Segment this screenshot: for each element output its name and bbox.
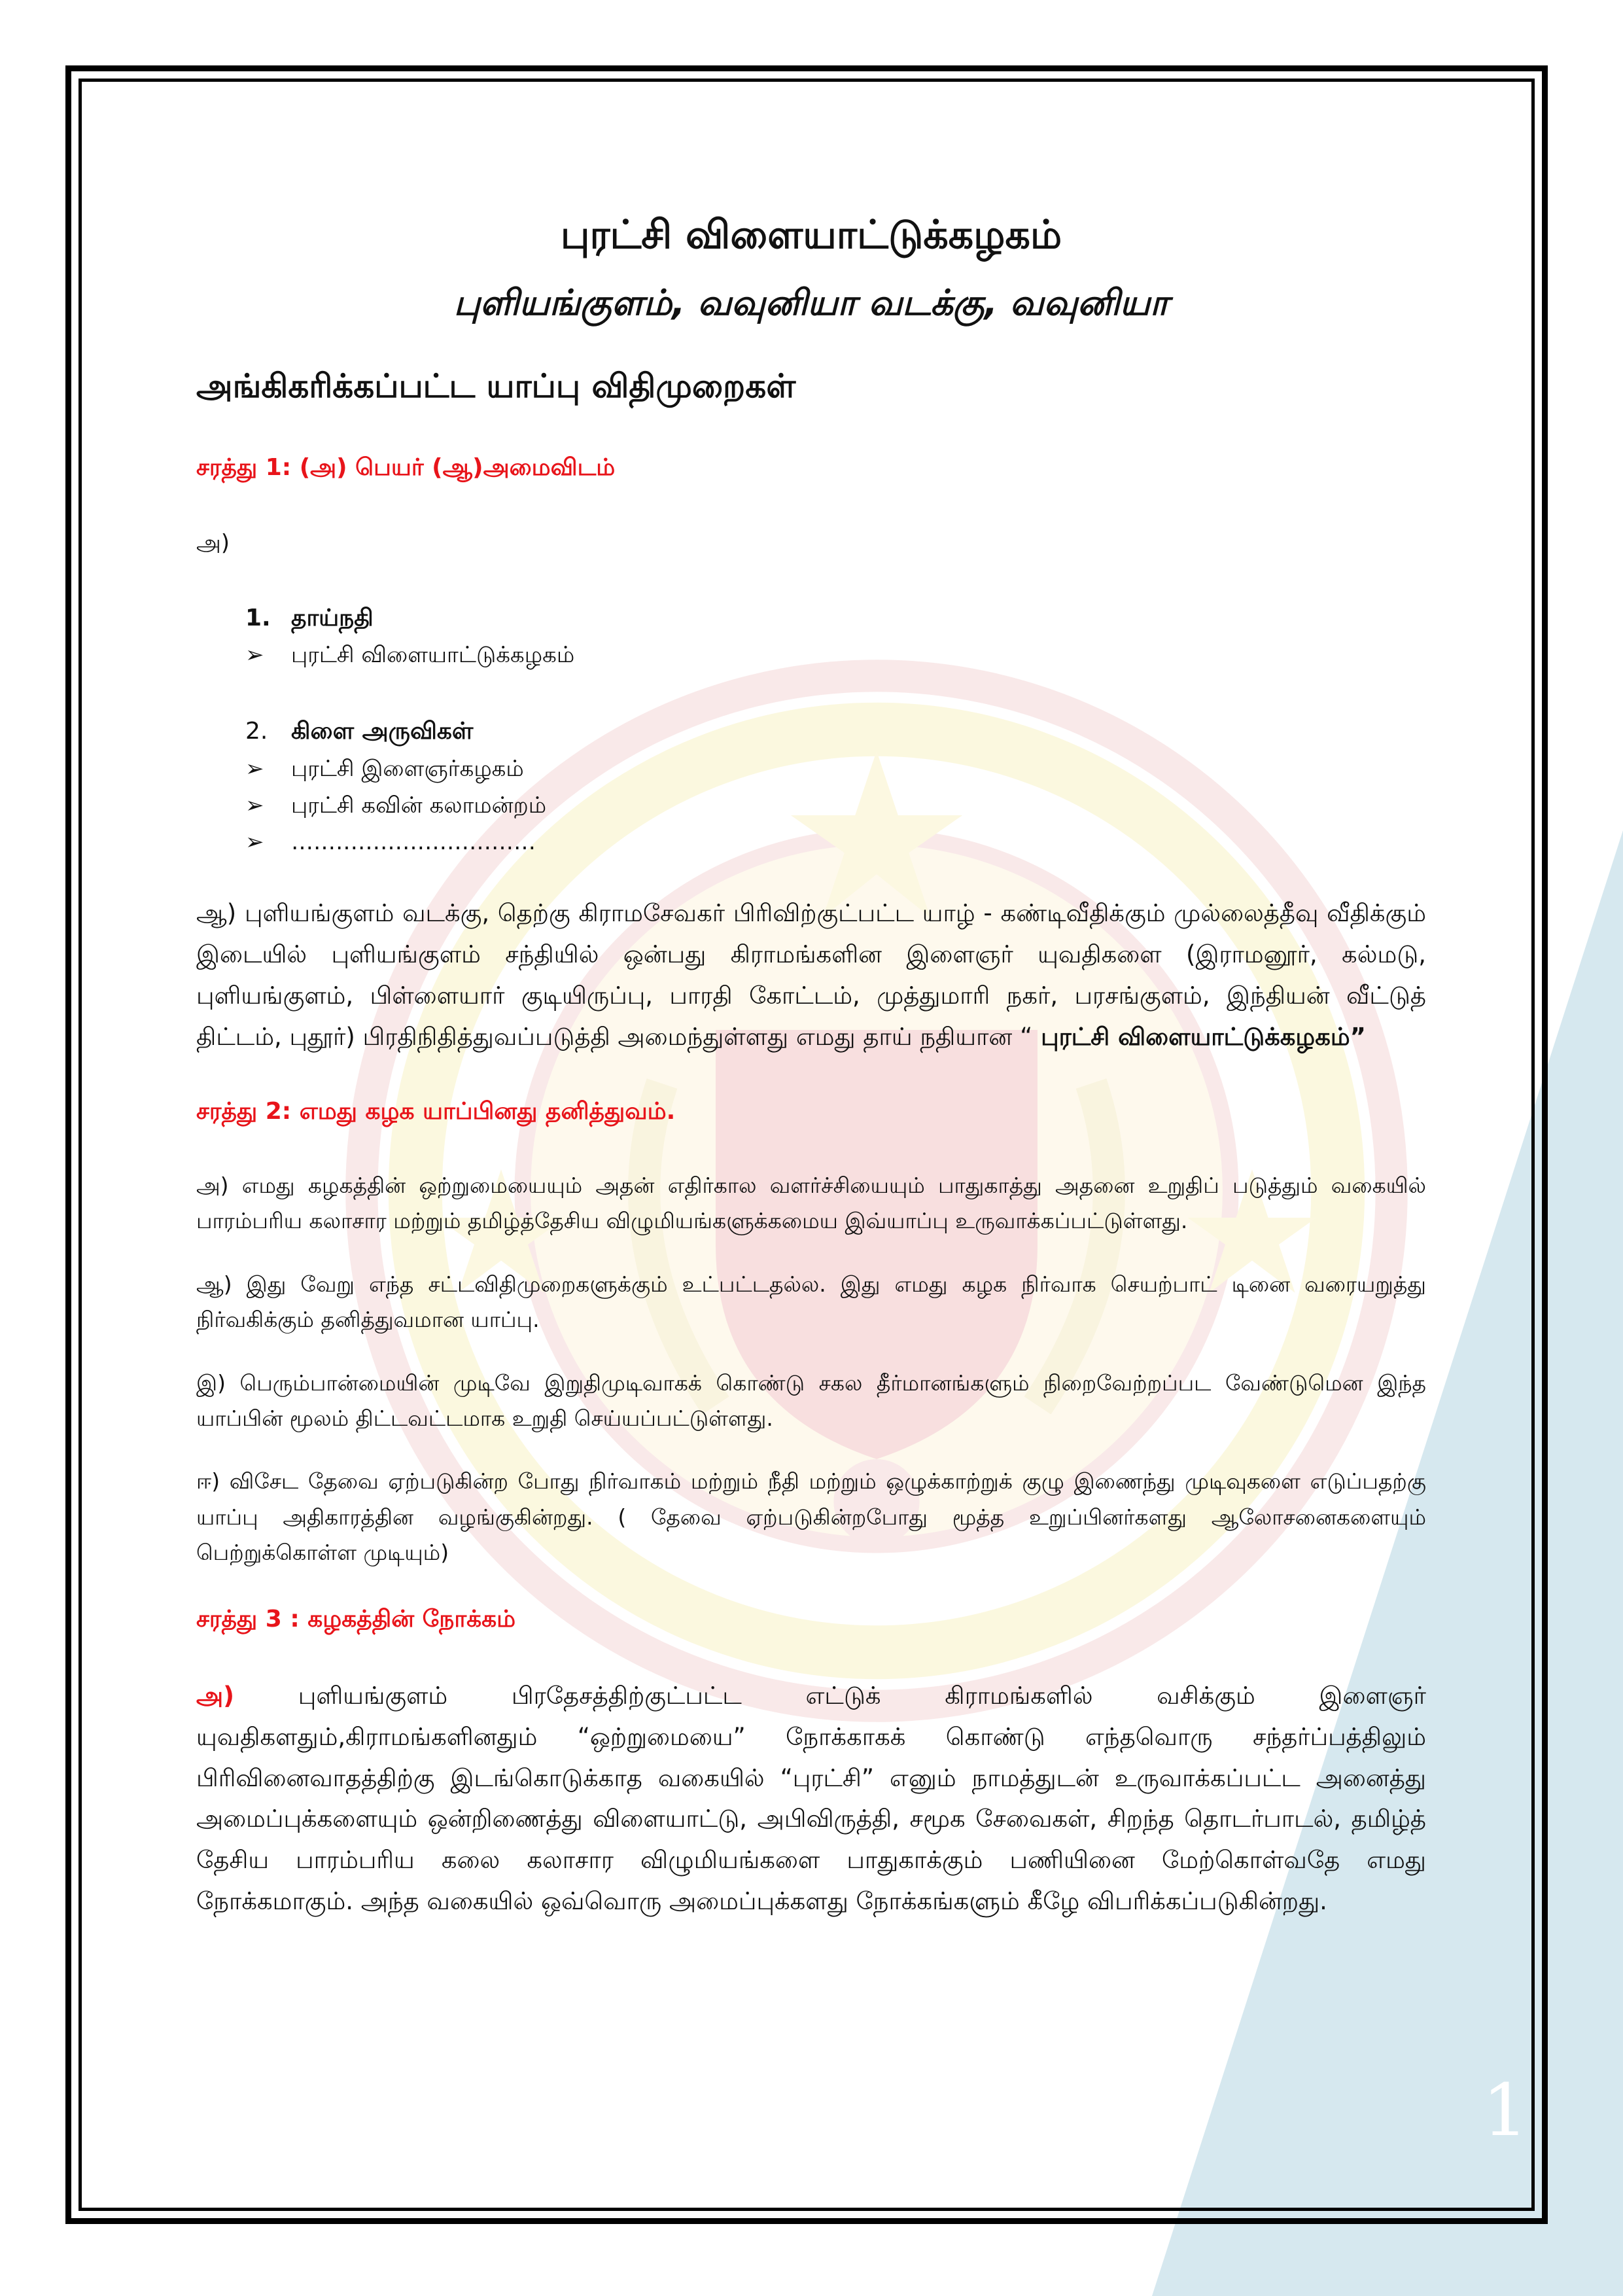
arrow-bullet-icon: ➢ [245, 792, 264, 819]
list-number: 2. [245, 718, 268, 745]
clause-3-title: சரத்து 3 : கழகத்தின் நோக்கம் [196, 1605, 516, 1633]
document-title: புரட்சி விளையாட்டுக்கழகம் [560, 212, 1062, 258]
bullet-text: புரட்சி விளையாட்டுக்கழகம் [291, 642, 575, 669]
list-item-title: கிளை அருவிகள் [291, 718, 474, 745]
bullet-item [245, 637, 1426, 673]
club-name-bold: புரட்சி விளையாட்டுக்கழகம்” [1032, 1022, 1366, 1051]
bullet-text: புரட்சி கவின் கலாமன்றம் [291, 792, 547, 819]
clause-1-b-paragraph [196, 893, 1426, 1058]
clause-3-paragraph-a [196, 1676, 1426, 1922]
list-number: 1. [245, 604, 271, 631]
clause-2-title: சரத்து 2: எமது கழக யாப்பினது தனித்துவம். [196, 1097, 676, 1125]
document-body [196, 209, 1426, 1955]
paragraph-text: ஆ) புளியங்குளம் வடக்கு, தெற்கு கிராமசேவகர் பிரிவிற்குட்பட்ட யாழ் - கண்டிவீதிக்கும் முல்லைத்தீவு வீதிக்கும் இடையில் புளியங்குளம் சந்தியில் ஒன்பது கிராமங்களின இளைஞர் யுவதிகளை (இராமனூர், கல்மடு, புளியங்குளம், பிள்ளையார் குடியிருப்பு, பாரதி கோட்டம், முத்துமாரி நகர், பரசங்குளம், இந்தியன் வீட்டுத் திட்டம், புதூர்) பிரதிநிதித்துவப்படுத்தி அமைந்துள்ளது எமது தாய் நதியான “ [196, 899, 1426, 1051]
bullet-text: புரட்சி இளைஞர்கழகம் [291, 755, 524, 782]
arrow-bullet-icon: ➢ [245, 642, 264, 669]
bullet-item [245, 824, 1426, 860]
list-item-1 [245, 599, 1426, 637]
bullet-item [245, 751, 1426, 787]
list-item-2 [245, 713, 1426, 751]
clause-2-paragraph-d: ஈ) விசேட தேவை ஏற்படுகின்ற போது நிர்வாகம் மற்றும் நீதி மற்றும் ஒழுக்காற்றுக் குழு இணைந்து முடிவுகளை எடுப்பதற்கு யாப்பு அதிகாரத்தின வழங்குகின்றது. ( தேவை ஏற்படுகின்றபோது மூத்த உறுப்பினர்களது ஆலோசனைகளையும் பெற்றுக்கொள்ள முடியும்) [196, 1468, 1426, 1566]
clause-2-paragraph-b: ஆ) இது வேறு எந்த சட்டவிதிமுறைகளுக்கும் உட்பட்டதல்ல. இது எமது கழக நிர்வாக செயற்பாட் டினை வரையறுத்து நிர்வகிக்கும் தனித்துவமான யாப்பு. [196, 1271, 1426, 1333]
arrow-bullet-icon: ➢ [245, 755, 264, 782]
clause-1-a-label: அ) [196, 530, 230, 557]
arrow-bullet-icon: ➢ [245, 829, 264, 856]
document-subtitle: புளியங்குளம், வவுனியா வடக்கு, வவுனியா [453, 282, 1169, 323]
paragraph-text: புளியங்குளம் பிரதேசத்திற்குட்பட்ட எட்டுக் கிராமங்களில் வசிக்கும் இளைஞர் யுவதிகளதும்,கிராமங்களினதும் “ஒற்றுமையை” நோக்காகக் கொண்டு எந்தவொரு சந்தர்ப்பத்திலும் பிரிவினைவாதத்திற்கு இடங்கொடுக்காத வகையில் “புரட்சி” எனும் நாமத்துடன் உருவாக்கப்பட்ட அனைத்து அமைப்புக்களையும் ஒன்றிணைத்து விளையாட்டு, அபிவிருத்தி, சமூக சேவைகள், சிறந்த தொடர்பாடல், தமிழ்த் தேசிய பாரம்பரிய கலை கலாசார விழுமியங்களை பாதுகாக்கும் பணியினை மேற்கொள்வதே எமது நோக்கமாகும். அந்த வகையில் ஒவ்வொரு அமைப்புக்களது நோக்கங்களும் கீழே விபரிக்கப்படுகின்றது. [196, 1681, 1426, 1916]
clause-2-paragraph-a: அ) எமது கழகத்தின் ஒற்றுமையையும் அதன் எதிர்கால வளர்ச்சியையும் பாதுகாத்து அதனை உறுதிப் படுத்தும் வகையில் பாரம்பரிய கலாசார மற்றும் தமிழ்த்தேசிய விழுமியங்களுக்கமைய இவ்யாப்பு உருவாக்கப்பட்டுள்ளது. [196, 1172, 1426, 1234]
clause-2-paragraph-c: இ) பெரும்பான்மையின் முடிவே இறுதிமுடிவாகக் கொண்டு சகல தீர்மானங்களும் நிறைவேற்றப்பட வேண்டுமென இந்த யாப்பின் மூலம் திட்டவட்டமாக உறுதி செய்யப்பட்டுள்ளது. [196, 1369, 1426, 1431]
document-heading: அங்கிகரிக்கப்பட்ட யாப்பு விதிமுறைகள் [196, 367, 796, 406]
bullet-text: …………………………… [291, 829, 536, 856]
list-item-title: தாய்நதி [291, 604, 374, 631]
clause-1-title: சரத்து 1: (அ) பெயர் (ஆ)அமைவிடம் [196, 454, 616, 482]
bullet-item [245, 787, 1426, 824]
paragraph-label: அ) [196, 1681, 235, 1710]
page-number: 1 [1482, 2068, 1528, 2152]
